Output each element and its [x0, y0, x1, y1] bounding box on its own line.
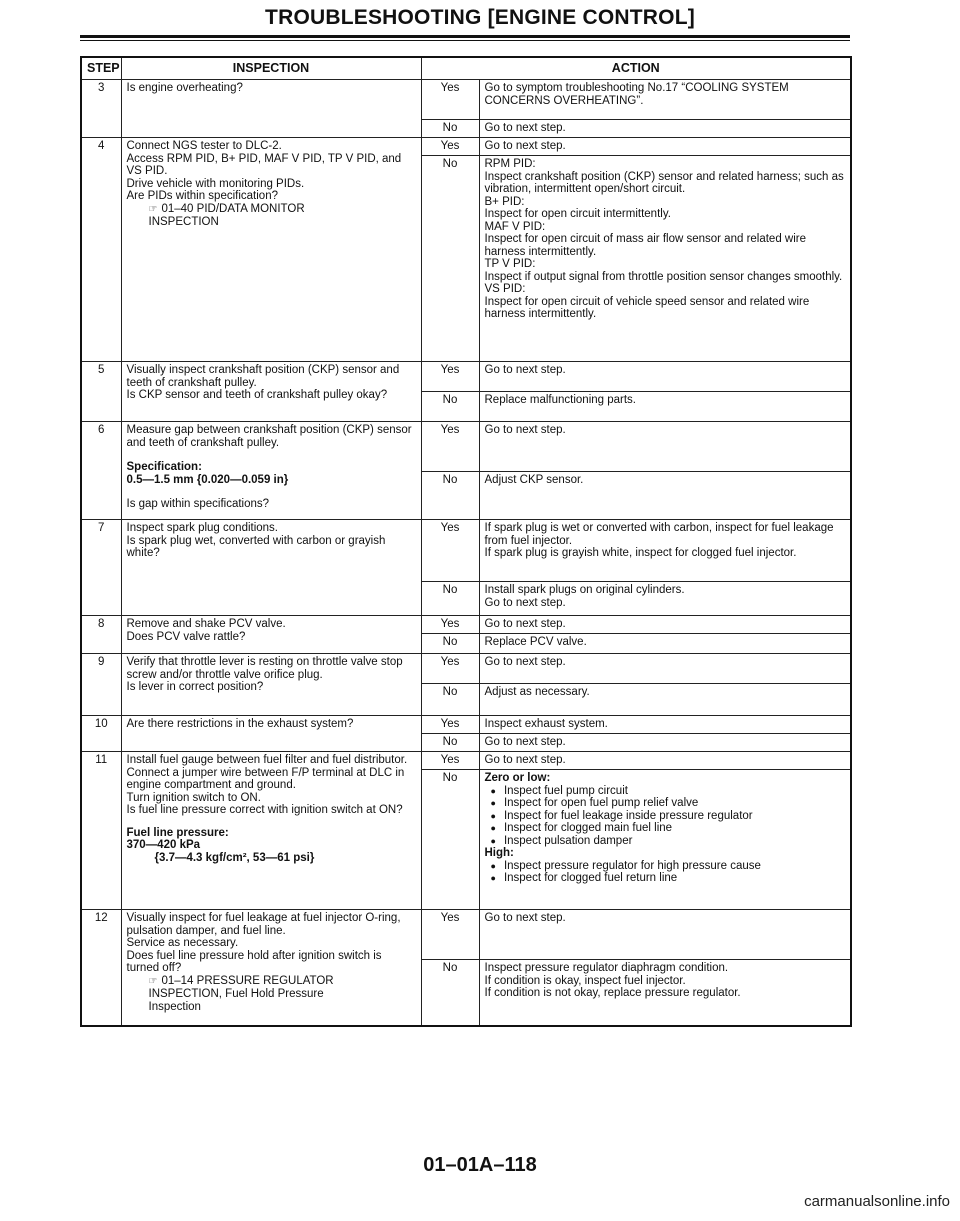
no-label: No — [421, 156, 479, 362]
yes-label: Yes — [421, 80, 479, 120]
table-header-row — [81, 57, 851, 80]
inspection-text: Connect NGS tester to DLC-2. Access RPM PID, B+ PID, MAF V PID, TP V PID, and VS PID. Drive vehicle with monitoring PIDs. Are PIDs within specification? — [126, 140, 402, 202]
yes-label: Yes — [421, 910, 479, 960]
title-rule-thin — [80, 40, 850, 41]
step-header: STEP — [81, 57, 121, 80]
table-row — [81, 80, 851, 120]
yes-label: Yes — [421, 654, 479, 684]
yes-label: Yes — [421, 752, 479, 770]
list-item: ● Inspect for open fuel pump relief valve — [491, 797, 846, 810]
no-action: Go to next step. — [479, 734, 851, 752]
list-item: ● Inspect fuel pump circuit — [491, 785, 846, 798]
table-row — [81, 910, 851, 960]
yes-action: Go to symptom troubleshooting No.17 “COOLING SYSTEM CONCERNS OVERHEATING”. — [479, 80, 851, 120]
inspection-text: Install fuel gauge between fuel filter and fuel distributor. Connect a jumper wire between F/P terminal at DLC in engine compartment and ground. Turn ignition switch to ON. Is fuel line pressure correct with ignition switch at ON? — [126, 754, 408, 816]
step-number: 6 — [81, 422, 121, 520]
inspection-cell — [121, 752, 421, 910]
no-action: Go to next step. — [479, 120, 851, 138]
inspection-text: Measure gap between crankshaft position (CKP) sensor and teeth of crankshaft pulley. — [126, 424, 412, 449]
table-row — [81, 616, 851, 634]
step-number: 12 — [81, 910, 121, 1026]
spec-value-alt: {3.7—4.3 kgf/cm², 53—61 psi} — [154, 851, 315, 864]
inspection-cell — [121, 422, 421, 520]
inspection-cell — [121, 910, 421, 1026]
step-number: 9 — [81, 654, 121, 716]
yes-action: If spark plug is wet or converted with carbon, inspect for fuel leakage from fuel injector. If spark plug is grayish white, inspect for clogged fuel injector. — [479, 520, 851, 582]
step-number: 3 — [81, 80, 121, 138]
no-label: No — [421, 734, 479, 752]
list-item: ● Inspect pressure regulator for high pressure cause — [491, 860, 846, 873]
inspection-header: INSPECTION — [121, 57, 421, 80]
page-number: 01–01A–118 — [423, 1154, 537, 1176]
reference-link: ☞ 01–14 PRESSURE REGULATOR INSPECTION, Fuel Hold Pressure Inspection — [148, 974, 334, 1013]
inspection-cell: Inspect spark plug conditions. Is spark plug wet, converted with carbon or grayish white? — [121, 520, 421, 616]
inspection-cell — [121, 138, 421, 362]
yes-label: Yes — [421, 520, 479, 582]
yes-label: Yes — [421, 362, 479, 392]
inspection-cell: Verify that throttle lever is resting on throttle valve stop screw and/or throttle valve orifice plug. Is lever in correct position? — [121, 654, 421, 716]
yes-label: Yes — [421, 616, 479, 634]
no-label: No — [421, 582, 479, 616]
no-action: Inspect pressure regulator diaphragm condition. If condition is okay, inspect fuel injector. If condition is not okay, replace pressure regulator. — [479, 960, 851, 1026]
no-label: No — [421, 634, 479, 654]
spec-label: Fuel line pressure: — [126, 826, 229, 839]
no-label: No — [421, 684, 479, 716]
yes-action: Go to next step. — [479, 752, 851, 770]
zero-or-low-list — [485, 785, 846, 848]
inspection-question: Is gap within specifications? — [126, 498, 270, 510]
spec-label: Specification: — [126, 461, 202, 473]
inspection-text: Visually inspect for fuel leakage at fuel injector O-ring, pulsation damper, and fuel line. Service as necessary. Does fuel line pressure hold after ignition switch is turned off? — [126, 912, 401, 974]
step-number: 4 — [81, 138, 121, 362]
watermark: carmanualsonline.info — [804, 1193, 950, 1210]
list-item: ● Inspect for clogged fuel return line — [491, 872, 846, 885]
reference-arrow-icon: ☞ — [148, 203, 158, 215]
table-row — [81, 752, 851, 770]
yes-label: Yes — [421, 716, 479, 734]
yes-action: Go to next step. — [479, 362, 851, 392]
yes-action: Go to next step. — [479, 422, 851, 472]
inspection-cell: Are there restrictions in the exhaust system? — [121, 716, 421, 752]
page-title: TROUBLESHOOTING [ENGINE CONTROL] — [265, 6, 695, 29]
reference-link: ☞ 01–40 PID/DATA MONITOR INSPECTION — [148, 202, 305, 228]
high-label: High: — [484, 847, 514, 859]
table-row — [81, 422, 851, 472]
reference-arrow-icon: ☞ — [148, 975, 158, 987]
no-action: Replace PCV valve. — [479, 634, 851, 654]
spec-value: 0.5—1.5 mm {0.020—0.059 in} — [126, 473, 289, 486]
step-number: 10 — [81, 716, 121, 752]
no-action: Replace malfunctioning parts. — [479, 392, 851, 422]
yes-action: Go to next step. — [479, 910, 851, 960]
no-action: Install spark plugs on original cylinders. Go to next step. — [479, 582, 851, 616]
table-row — [81, 716, 851, 734]
yes-action: Go to next step. — [479, 654, 851, 684]
no-action: Adjust as necessary. — [479, 684, 851, 716]
no-action — [479, 770, 851, 910]
inspection-cell: Visually inspect crankshaft position (CKP) sensor and teeth of crankshaft pulley. Is CKP sensor and teeth of crankshaft pulley okay? — [121, 362, 421, 422]
step-number: 11 — [81, 752, 121, 910]
title-rule — [80, 35, 850, 38]
yes-action: Inspect exhaust system. — [479, 716, 851, 734]
inspection-cell: Remove and shake PCV valve. Does PCV valve rattle? — [121, 616, 421, 654]
table-row — [81, 520, 851, 582]
no-label: No — [421, 392, 479, 422]
list-item: ● Inspect for fuel leakage inside pressure regulator — [491, 810, 846, 823]
yes-action: Go to next step. — [479, 616, 851, 634]
action-header: ACTION — [421, 57, 851, 80]
step-number: 8 — [81, 616, 121, 654]
no-label: No — [421, 472, 479, 520]
inspection-cell: Is engine overheating? — [121, 80, 421, 138]
table-row — [81, 654, 851, 684]
yes-label: Yes — [421, 138, 479, 156]
high-list — [485, 860, 846, 885]
troubleshooting-table — [80, 56, 852, 1027]
step-number: 7 — [81, 520, 121, 616]
yes-label: Yes — [421, 422, 479, 472]
table-row — [81, 138, 851, 156]
no-label: No — [421, 960, 479, 1026]
yes-action: Go to next step. — [479, 138, 851, 156]
no-label: No — [421, 770, 479, 910]
no-label: No — [421, 120, 479, 138]
list-item: ● Inspect pulsation damper — [491, 835, 846, 848]
step-number: 5 — [81, 362, 121, 422]
no-action: Adjust CKP sensor. — [479, 472, 851, 520]
table-row — [81, 362, 851, 392]
spec-value: 370—420 kPa — [126, 839, 201, 851]
list-item: ● Inspect for clogged main fuel line — [491, 822, 846, 835]
zero-or-low-label: Zero or low: — [484, 772, 551, 784]
no-action: RPM PID: Inspect crankshaft position (CKP) sensor and related harness; such as vibration, intermittent open/short circuit. B+ PID: Inspect for open circuit intermittently. MAF V PID: Inspect for open circuit of mass air flow sensor and related wire harness intermittently. TP V PID: Inspect if output signal from throttle position sensor changes smoothly. VS PID: Inspect for open circuit of vehicle speed sensor and related wire harness intermittently. — [479, 156, 851, 362]
